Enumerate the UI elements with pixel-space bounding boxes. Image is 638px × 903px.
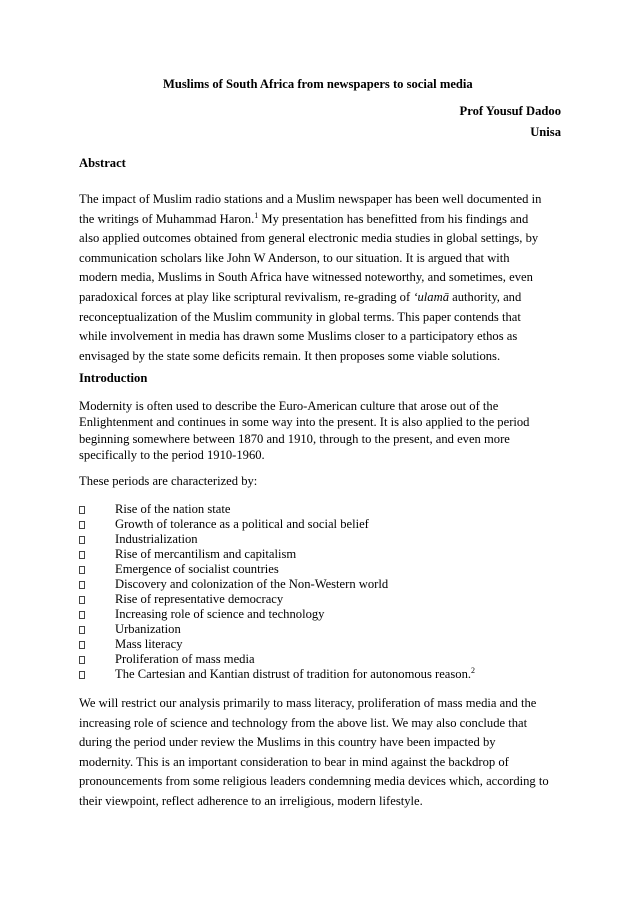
abstract-line [79, 288, 565, 308]
bullet-box-icon [79, 611, 85, 619]
bullet-box-icon [79, 506, 85, 514]
ulama-italic: ‘ulamā [413, 289, 449, 304]
intro-line: during the period under review the Muslims in this country have been impacted by [79, 735, 496, 750]
bullet-box-icon [79, 551, 85, 559]
list-item-text: Emergence of socialist countries [115, 562, 279, 576]
list-item-text: Growth of tolerance as a political and social belief [115, 517, 369, 531]
introduction-paragraph-1 [79, 398, 565, 464]
abstract-line: communication scholars like John W Anderson, to our situation. It is argued that with [79, 250, 510, 265]
list-item-text: Industrialization [115, 532, 198, 546]
list-item-text: Rise of representative democracy [115, 592, 284, 606]
intro-line: specifically to the period 1910-1960. [79, 448, 265, 463]
bullet-box-icon [79, 641, 85, 649]
intro-line: modernity. This is an important consideration to bear in mind against the backdrop of [79, 754, 509, 769]
bullet-box-icon [79, 566, 85, 574]
list-item-text: Increasing role of science and technology [115, 607, 325, 621]
intro-line: their viewpoint, reflect adherence to an irreligious, modern lifestyle. [79, 793, 423, 808]
intro-line: Enlightenment and continues in some way into the present. It is also applied to the period [79, 415, 530, 430]
list-item-text: Discovery and colonization of the Non-Western world [115, 577, 389, 591]
introduction-heading: Introduction [79, 371, 148, 385]
abstract-line-text: the writings of Muhammad Haron. [79, 211, 255, 226]
bullet-box-icon [79, 671, 85, 679]
abstract-line-text: paradoxical forces at play like scriptural revivalism, re-grading of [79, 289, 414, 304]
abstract-line: also applied outcomes obtained from general electronic media studies in global settings, by [79, 231, 539, 246]
bullet-box-icon [79, 581, 85, 589]
abstract-heading: Abstract [79, 156, 126, 170]
list-item-text: Mass literacy [115, 637, 183, 651]
periods-intro [79, 473, 565, 489]
document-title: Muslims of South Africa from newspapers to social media [163, 77, 473, 91]
intro-line: We will restrict our analysis primarily to mass literacy, proliferation of mass media and the [79, 696, 537, 710]
abstract-line: while involvement in media has drawn some Muslims closer to a participatory ethos as [79, 329, 518, 344]
intro-line: Modernity is often used to describe the Euro-American culture that arose out of the [79, 399, 499, 413]
list-item-text: Urbanization [115, 622, 181, 636]
author-block [460, 101, 561, 143]
abstract-line: envisaged by the state some deficits remain. It then proposes some viable solutions. [79, 348, 501, 363]
abstract-line: The impact of Muslim radio stations and a Muslim newspaper has been well documented in [79, 192, 542, 206]
abstract-line: modern media, Muslims in South Africa have witnessed noteworthy, and sometimes, even [79, 270, 533, 285]
list-item-text: Rise of mercantilism and capitalism [115, 547, 297, 561]
bullet-box-icon [79, 596, 85, 604]
bullet-box-icon [79, 521, 85, 529]
author-name: Prof Yousuf Dadoo [459, 104, 561, 118]
list-item-text: The Cartesian and Kantian distrust of tradition for autonomous reason. [115, 667, 472, 681]
bullet-box-icon [79, 536, 85, 544]
author-affiliation: Unisa [530, 125, 561, 139]
bullet-box-icon [79, 656, 85, 664]
periods-intro-text: These periods are characterized by: [79, 474, 258, 488]
list-item-text: Rise of the nation state [115, 502, 231, 516]
abstract-paragraph [79, 190, 565, 366]
intro-line: beginning somewhere between 1870 and 1910, through to the present, and even more [79, 431, 510, 446]
bullet-box-icon [79, 626, 85, 634]
list-item-text-wrap [115, 667, 475, 682]
introduction-paragraph-2 [79, 694, 565, 812]
intro-line: pronouncements from some religious leaders condemning media devices which, according to [79, 774, 549, 789]
list-item-text: Proliferation of mass media [115, 652, 255, 666]
footnote-ref-2[interactable]: 2 [471, 666, 476, 675]
footnote-ref-1[interactable]: 1 [254, 210, 259, 220]
abstract-line-text: My presentation has benefitted from his findings and [258, 211, 529, 226]
abstract-line: reconceptualization of the Muslim community in global terms. This paper contends that [79, 309, 521, 324]
abstract-line [79, 210, 565, 230]
abstract-line-text: authority, and [449, 289, 522, 304]
intro-line: increasing role of science and technology from the above list. We may also conclude that [79, 715, 528, 730]
